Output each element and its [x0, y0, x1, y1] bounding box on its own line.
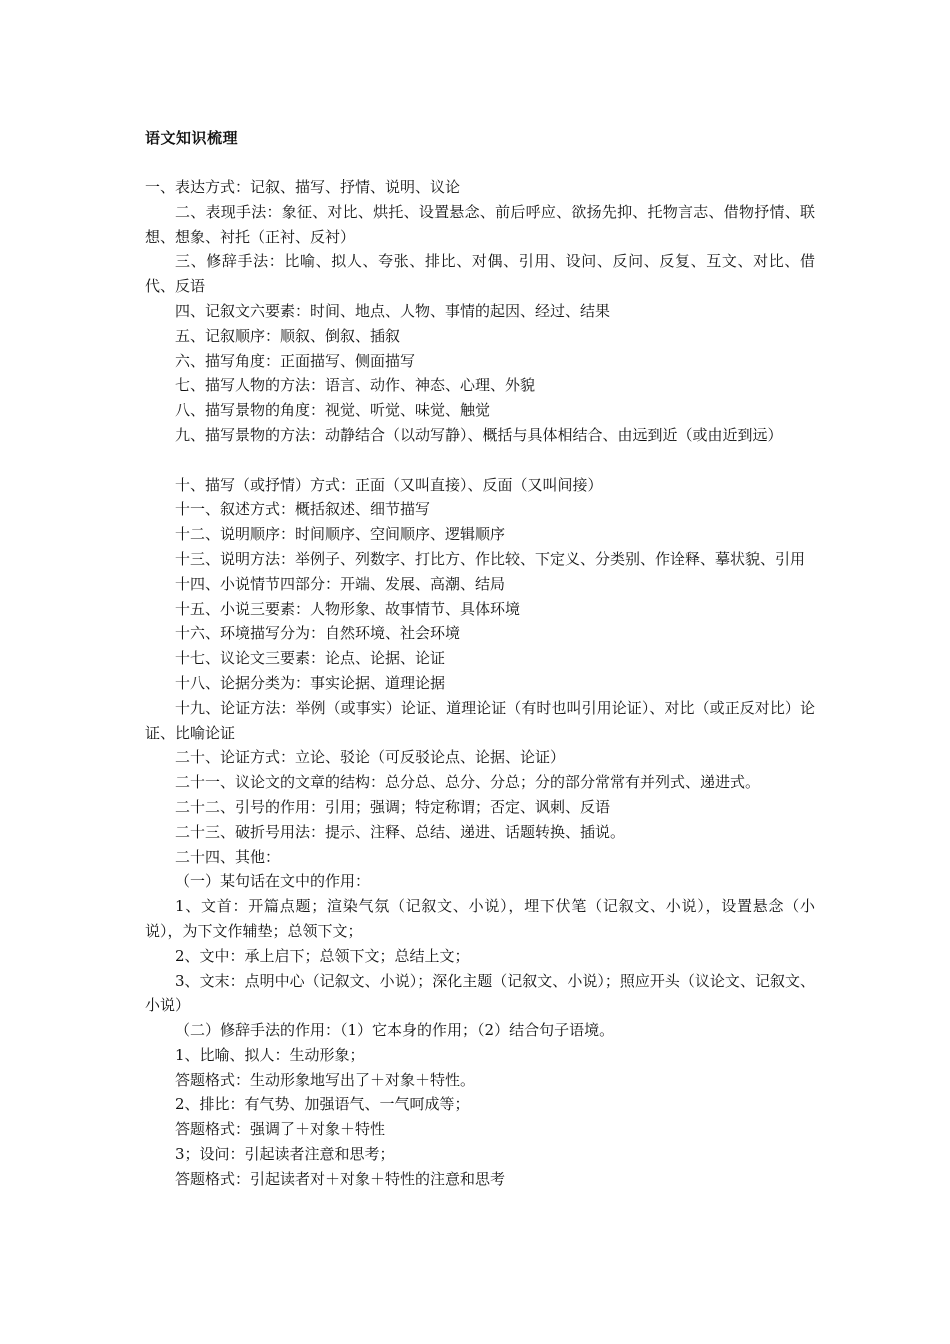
paragraph: 1、比喻、拟人：生动形象； — [175, 1045, 365, 1064]
paragraph: 二十一、议论文的文章的结构：总分总、总分、分总；分的部分常常有并列式、递进式。 — [175, 773, 761, 792]
paragraph: （一）某句话在文中的作用： — [175, 872, 371, 891]
paragraph: 答题格式：引起读者对＋对象＋特性的注意和思考 — [175, 1169, 506, 1188]
paragraph: 二十三、破折号用法：提示、注释、总结、递进、话题转换、插说。 — [175, 822, 626, 841]
paragraph: 十九、论证方法：举例（或事实）论证、道理论证（有时也叫引用论证）、对比（或正反对比）论证、比喻论证 — [145, 698, 815, 742]
document-title: 语文知识梳理 — [145, 129, 239, 147]
paragraph: 答题格式：生动形象地写出了＋对象＋特性。 — [175, 1070, 476, 1089]
paragraph: 十一、叙述方式：概括叙述、细节描写 — [175, 500, 431, 519]
paragraph: 十四、小说情节四部分：开端、发展、高潮、结局 — [175, 574, 506, 593]
paragraph: 2、文中：承上启下；总领下文；总结上文； — [175, 946, 470, 965]
paragraph: 十五、小说三要素：人物形象、故事情节、具体环境 — [175, 599, 521, 618]
paragraph: （二）修辞手法的作用：（1）它本身的作用；（2）结合句子语境。 — [175, 1021, 615, 1040]
document-body — [145, 175, 815, 1192]
paragraph: 七、描写人物的方法：语言、动作、神态、心理、外貌 — [175, 376, 536, 395]
paragraph: 一、表达方式：记叙、描写、抒情、说明、议论 — [145, 178, 461, 196]
paragraph: 1、文首：开篇点题；渲染气氛（记叙文、小说），埋下伏笔（记叙文、小说），设置悬念（小说），为下文作辅垫；总领下文； — [145, 897, 815, 940]
paragraph: 五、记叙顺序：顺叙、倒叙、插叙 — [175, 326, 401, 345]
paragraph: 九、描写景物的方法：动静结合（以动写静）、概括与具体相结合、由远到近（或由近到远） — [175, 425, 783, 444]
paragraph: 二十二、引号的作用：引用；强调；特定称谓；否定、讽刺、反语 — [175, 797, 611, 816]
paragraph: 二、表现手法：象征、对比、烘托、设置悬念、前后呼应、欲扬先抑、托物言志、借物抒情、联想、想象、衬托（正衬、反衬） — [145, 202, 815, 246]
paragraph: 十七、议论文三要素：论点、论据、论证 — [175, 649, 446, 668]
paragraph: 八、描写景物的角度：视觉、听觉、味觉、触觉 — [175, 401, 491, 420]
paragraph: 2、排比：有气势、加强语气、一气呵成等； — [175, 1095, 470, 1114]
paragraph: 六、描写角度：正面描写、侧面描写 — [175, 351, 416, 370]
paragraph: 十六、环境描写分为：自然环境、社会环境 — [175, 624, 461, 643]
paragraph: 十二、说明顺序：时间顺序、空间顺序、逻辑顺序 — [175, 525, 506, 544]
paragraph: 3、文末：点明中心（记叙文、小说）；深化主题（记叙文、小说）；照应开头（议论文、记叙文、小说） — [145, 971, 815, 1015]
paragraph: 四、记叙文六要素：时间、地点、人物、事情的起因、经过、结果 — [175, 301, 611, 320]
paragraph: 答题格式：强调了＋对象＋特性 — [175, 1120, 386, 1139]
paragraph: 三、修辞手法：比喻、拟人、夸张、排比、对偶、引用、设问、反问、反复、互文、对比、借代、反语 — [145, 252, 815, 296]
paragraph: 二十、论证方式：立论、驳论（可反驳论点、论据、论证） — [175, 748, 566, 767]
paragraph: 二十四、其他： — [175, 847, 281, 866]
paragraph: 十、描写（或抒情）方式：正面（又叫直接）、反面（又叫间接） — [175, 475, 603, 494]
paragraph: 3；设问：引起读者注意和思考； — [175, 1145, 395, 1164]
paragraph: 十三、说明方法：举例子、列数字、打比方、作比较、下定义、分类别、作诠释、摹状貌、引用 — [175, 549, 806, 568]
paragraph: 十八、论据分类为：事实论据、道理论据 — [175, 673, 446, 692]
blank-line — [145, 448, 815, 473]
